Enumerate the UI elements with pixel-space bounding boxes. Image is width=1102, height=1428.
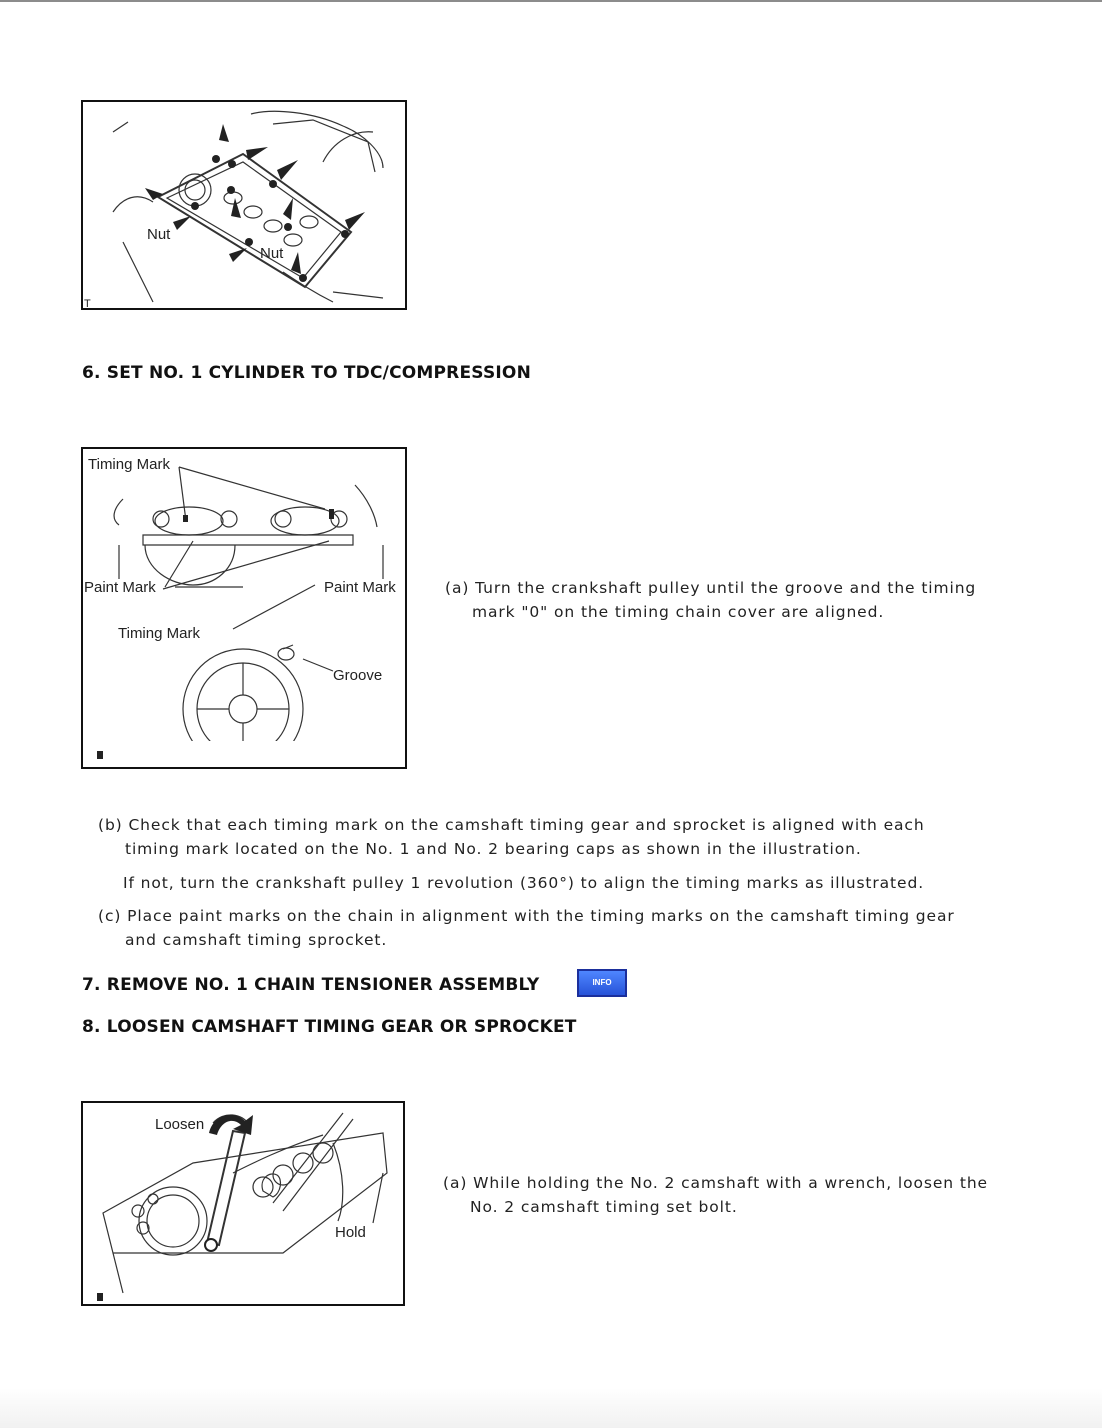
label-timing-mark-bottom: Timing Mark <box>118 625 200 642</box>
label-paint-mark-left: Paint Mark <box>84 579 156 596</box>
step6-c <box>98 904 1088 952</box>
step7-heading: 7. REMOVE NO. 1 CHAIN TENSIONER ASSEMBLY <box>82 975 540 995</box>
figure-cylinder-head-cover-nuts <box>81 100 407 310</box>
figure-loosen-camshaft-bolt <box>81 1101 405 1306</box>
step8-a <box>443 1171 1083 1219</box>
label-paint-mark-right: Paint Mark <box>324 579 396 596</box>
label-timing-mark-top: Timing Mark <box>88 456 170 473</box>
step6-a <box>445 576 1065 624</box>
step6-b-note: If not, turn the crankshaft pulley 1 revolution (360°) to align the timing marks as illustrated. <box>123 874 925 892</box>
bottom-shadow <box>0 1388 1102 1428</box>
label-loosen: Loosen <box>155 1116 205 1133</box>
label-nut-2: Nut <box>260 245 284 262</box>
corner-mark: T <box>84 298 91 308</box>
step6-a-line1: (a) Turn the crankshaft pulley until the groove and the timing <box>445 579 977 597</box>
step6-b-line1: (b) Check that each timing mark on the camshaft timing gear and sprocket is aligned with each <box>98 816 925 834</box>
step6-a-line2: mark "0" on the timing chain cover are aligned. <box>472 603 885 621</box>
step8-a-line2: No. 2 camshaft timing set bolt. <box>470 1198 738 1216</box>
top-border <box>0 0 1102 2</box>
label-hold: Hold <box>335 1224 366 1241</box>
label-groove: Groove <box>333 667 383 684</box>
step6-heading: 6. SET NO. 1 CYLINDER TO TDC/COMPRESSION <box>82 363 532 383</box>
step6-c-line1: (c) Place paint marks on the chain in alignment with the timing marks on the camshaft timing gear <box>98 907 955 925</box>
step8-a-line1: (a) While holding the No. 2 camshaft with a wrench, loosen the <box>443 1174 988 1192</box>
label-nut-1: Nut <box>147 226 171 243</box>
step6-b-line2: timing mark located on the No. 1 and No. 2 bearing caps as shown in the illustration. <box>125 840 862 858</box>
info-button[interactable]: INFO <box>577 969 627 997</box>
figure-timing-marks <box>81 447 407 769</box>
step6-b <box>98 813 1068 861</box>
step8-heading: 8. LOOSEN CAMSHAFT TIMING GEAR OR SPROCKET <box>82 1017 577 1037</box>
step6-c-line2: and camshaft timing sprocket. <box>125 931 388 949</box>
